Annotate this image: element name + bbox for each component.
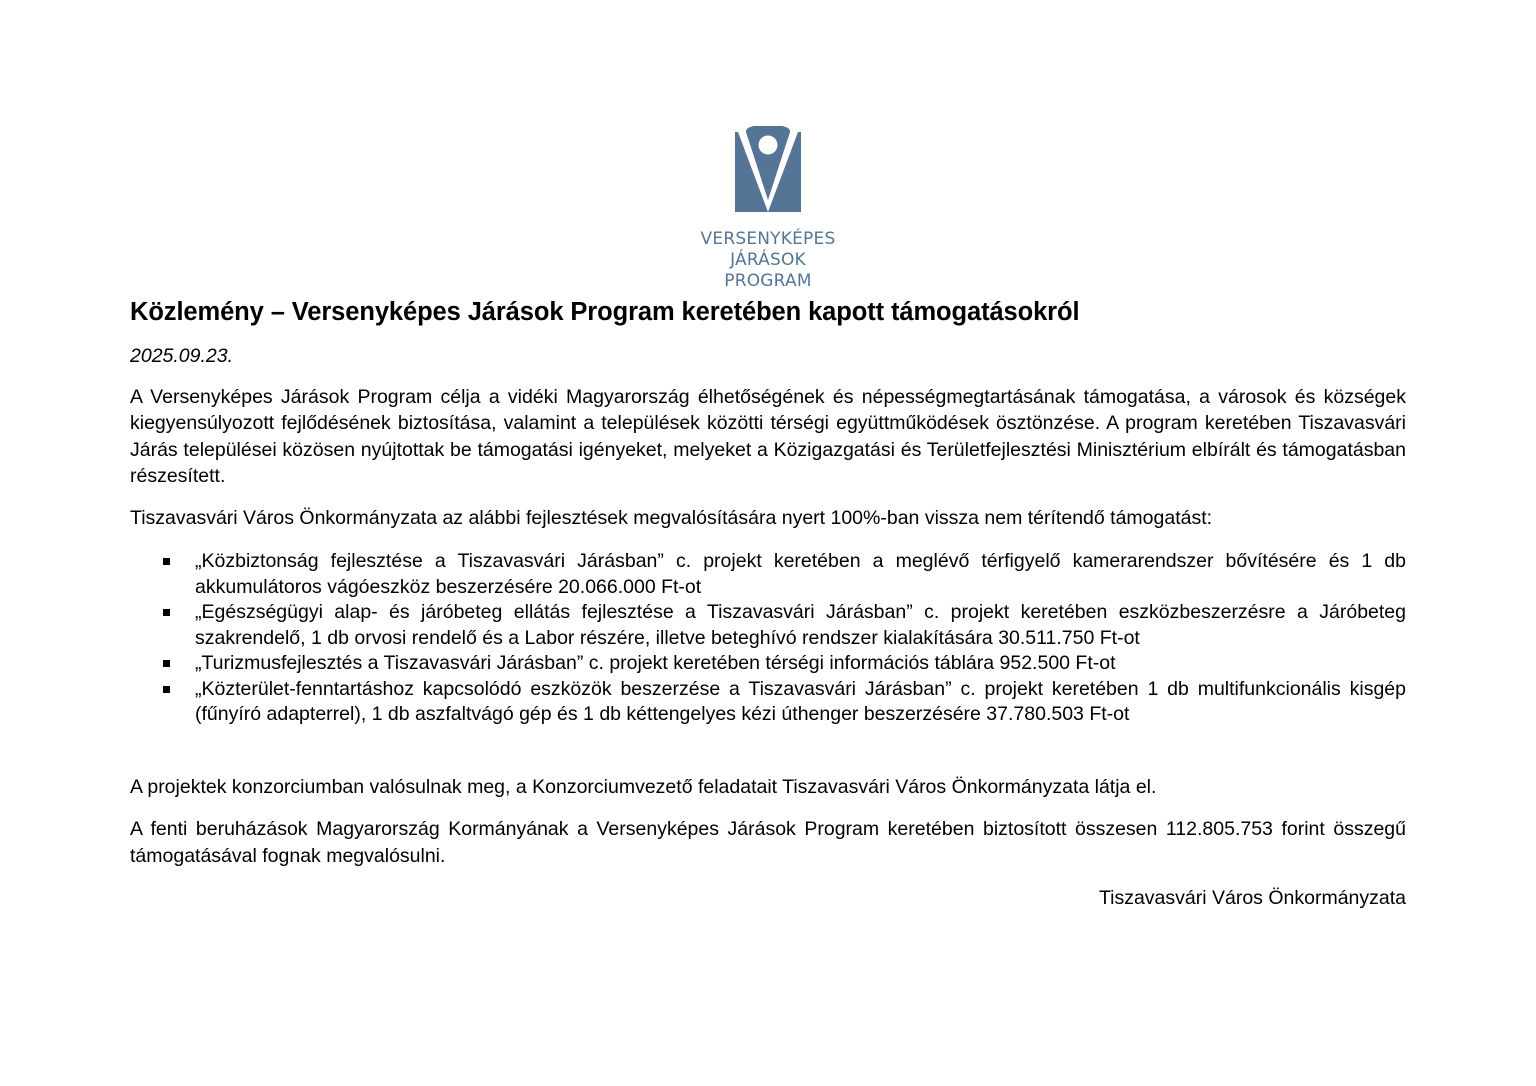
list-item	[195, 600, 1406, 651]
bullet-icon	[163, 609, 170, 616]
list-item	[195, 677, 1406, 728]
document-body	[130, 296, 1406, 911]
project-list	[130, 549, 1406, 728]
signature: Tiszavasvári Város Önkormányzata	[1098, 886, 1406, 909]
document-title: Közlemény – Versenyképes Járások Program keretében kapott támogatásokról	[130, 298, 1080, 326]
logo-text	[660, 229, 876, 292]
intro-paragraph: A Versenyképes Járások Program célja a vidéki Magyarország élhetőségének és népességmegtartásának támogatása, a városok és községek kiegyensúlyozott fejlődésének biztosítása, valamint a települések közötti térségi együttműködések ösztönzése. A program keretében Tiszavasvári Járás települései közösen nyújtottak be támogatási igényeket, melyeket a Közigazgatási és Területfejlesztési Minisztérium elbírált és támogatásban részesített.	[130, 386, 1406, 487]
list-item-text: „Közterület-fenntartáshoz kapcsolódó eszközök beszerzése a Tiszavasvári Járásban” c. projekt keretében 1 db multifunkcionális kisgép (fűnyíró adapterrel), 1 db aszfaltvágó gép és 1 db kéttengelyes kézi úthenger beszerzésére 37.780.503 Ft-ot	[195, 677, 1406, 726]
location-pin-v-icon	[735, 126, 801, 212]
list-item-text: „Egészségügyi alap- és járóbeteg ellátás fejlesztése a Tiszavasvári Járásban” c. projekt keretében eszközbeszerzésre a Járóbeteg szakrendelő, 1 db orvosi rendelő és a Labor részére, illetve beteghívó rendszer kialakítására 30.511.750 Ft-ot	[195, 601, 1406, 649]
program-logo	[660, 126, 876, 291]
list-item-text: „Közbiztonság fejlesztése a Tiszavasvári Járásban” c. projekt keretében a meglévő térfigyelő kamerarendszer bővítésére és 1 db akkumulátoros vágóeszköz beszerzésére 20.066.000 Ft-ot	[195, 550, 1406, 598]
lead-paragraph: Tiszavasvári Város Önkormányzata az alábbi fejlesztések megvalósítására nyert 100%-ban vissza nem térítendő támogatást:	[130, 507, 1213, 530]
list-item	[195, 549, 1406, 600]
bullet-icon	[163, 558, 170, 565]
bullet-icon	[163, 660, 170, 667]
logo-line-1: VERSENYKÉPES JÁRÁSOK	[700, 229, 836, 270]
funding-paragraph: A fenti beruházások Magyarország Kormányának a Versenyképes Járások Program keretében biztosított összesen 112.805.753 forint összegű támogatásával fognak megvalósulni.	[130, 818, 1406, 867]
document-date: 2025.09.23.	[130, 345, 234, 367]
consortium-paragraph: A projektek konzorciumban valósulnak meg, a Konzorciumvezető feladatait Tiszavasvári Város Önkormányzata látja el.	[130, 775, 1157, 798]
logo-line-2: PROGRAM	[724, 271, 812, 291]
list-item-text: „Turizmusfejlesztés a Tiszavasvári Járásban” c. projekt keretében térségi információs táblára 952.500 Ft-ot	[195, 652, 1116, 675]
list-item	[195, 651, 1406, 677]
bullet-icon	[163, 686, 170, 693]
